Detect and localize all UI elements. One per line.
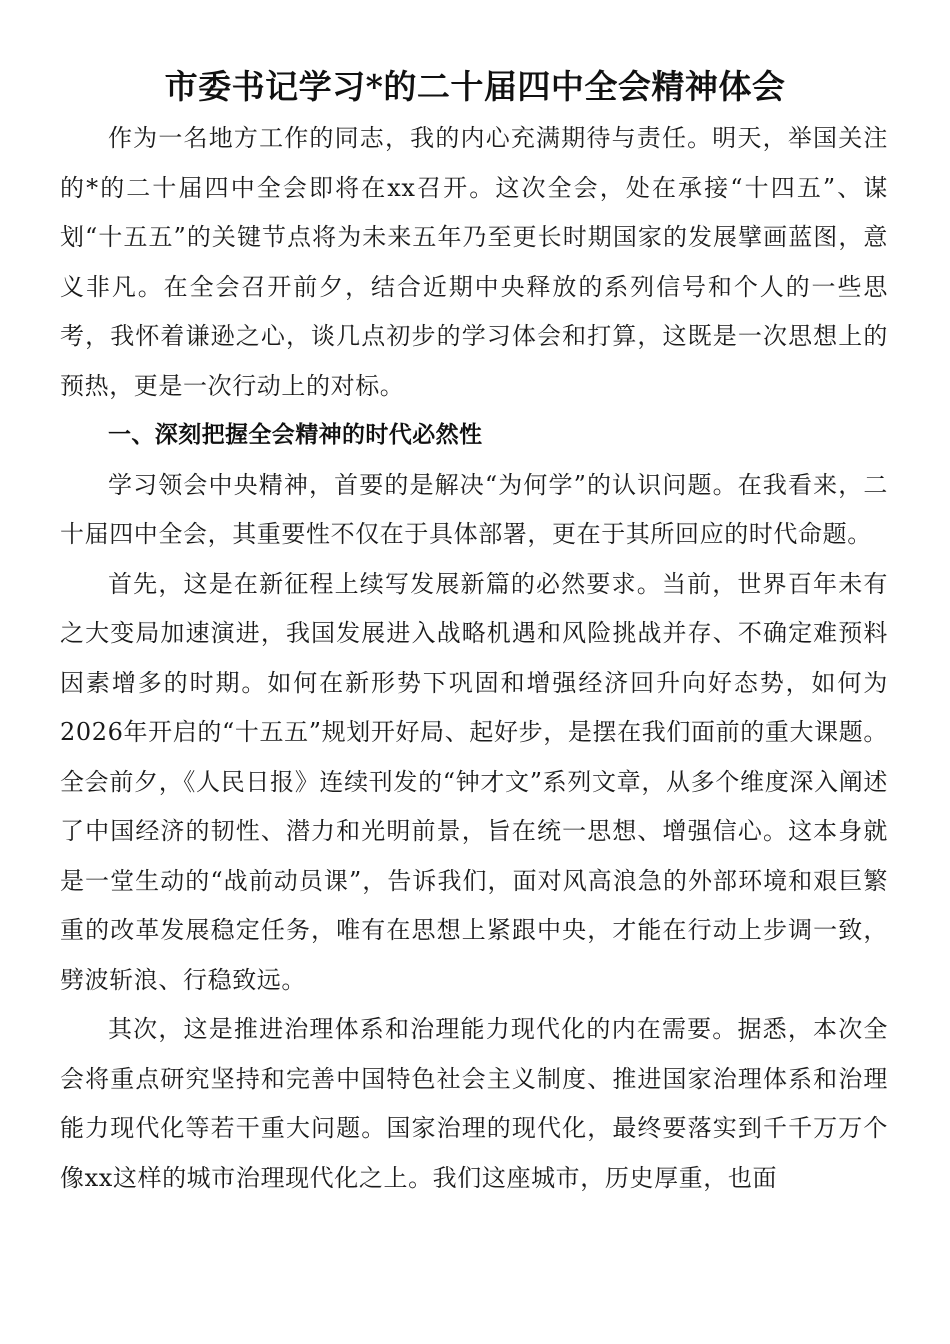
- document-body: [60, 114, 888, 1203]
- paragraph-second: 其次，这是推进治理体系和治理能力现代化的内在需要。据悉，本次全会将重点研究坚持和完善中国特色社会主义制度、推进国家治理体系和治理能力现代化等若干重大问题。国家治理的现代化，最终要落实到千千万万个像xx这样的城市治理现代化之上。我们这座城市，历史厚重，也面: [60, 1015, 888, 1192]
- paragraph-first: 首先，这是在新征程上续写发展新篇的必然要求。当前，世界百年未有之大变局加速演进，我国发展进入战略机遇和风险挑战并存、不确定难预料因素增多的时期。如何在新形势下巩固和增强经济回升向好态势，如何为2026年开启的“十五五”规划开好局、起好步，是摆在我们面前的重大课题。全会前夕，《人民日报》连续刊发的“钟才文”系列文章，从多个维度深入阐述了中国经济的韧性、潜力和光明前景，旨在统一思想、增强信心。这本身就是一堂生动的“战前动员课”，告诉我们，面对风高浪急的外部环境和艰巨繁重的改革发展稳定任务，唯有在思想上紧跟中央，才能在行动上步调一致，劈波斩浪、行稳致远。: [60, 569, 888, 994]
- section-heading-1: 一、深刻把握全会精神的时代必然性: [108, 422, 483, 448]
- document-title: 市委书记学习*的二十届四中全会精神体会: [164, 67, 786, 106]
- paragraph-why-learn: 学习领会中央精神，首要的是解决“为何学”的认识问题。在我看来，二十届四中全会，其重要性不仅在于具体部署，更在于其所回应的时代命题。: [60, 470, 888, 548]
- paragraph-intro: 作为一名地方工作的同志，我的内心充满期待与责任。明天，举国关注的*的二十届四中全会即将在xx召开。这次全会，处在承接“十四五”、谋划“十五五”的关键节点将为未来五年乃至更长时期国家的发展擘画蓝图，意义非凡。在全会召开前夕，结合近期中央释放的系列信号和个人的一些思考，我怀着谦逊之心，谈几点初步的学习体会和打算，这既是一次思想上的预热，更是一次行动上的对标。: [60, 124, 888, 400]
